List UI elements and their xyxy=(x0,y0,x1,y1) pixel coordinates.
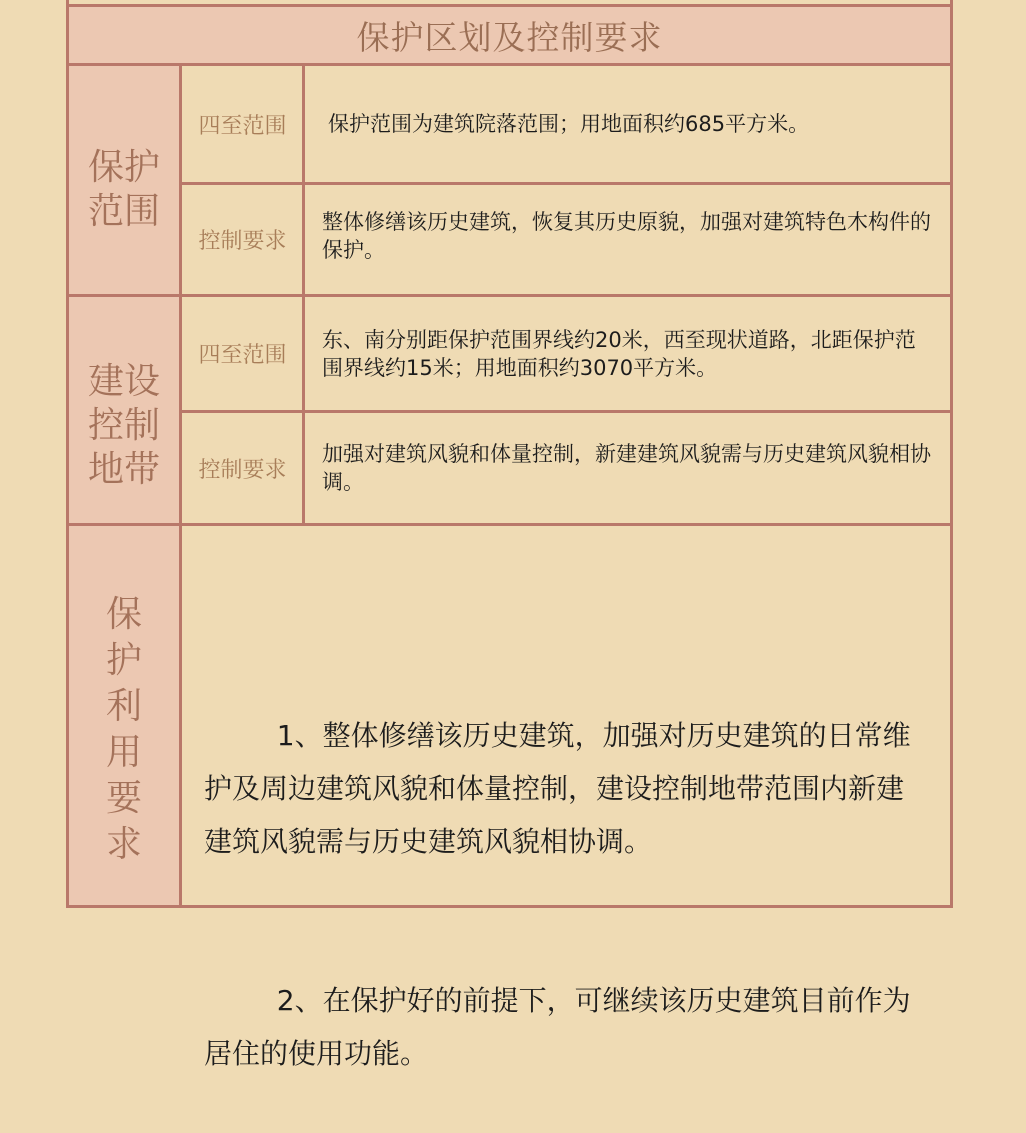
section-title-char: 利 xyxy=(105,686,142,727)
section-title-char: 保 xyxy=(105,594,142,635)
row-label: 四至范围 xyxy=(198,113,287,139)
section-title-char: 求 xyxy=(105,824,142,865)
section-divider-2 xyxy=(66,523,953,526)
section-title-protection xyxy=(69,146,179,234)
section-title-line: 保护 xyxy=(87,147,160,188)
paragraph: 1、整体修缮该历史建筑，加强对历史建筑的日常维护及周边建筑风貌和体量控制，建设控制地带范围内新建建筑风貌需与历史建筑风貌相协调。 xyxy=(204,719,911,858)
row-label: 控制要求 xyxy=(198,457,287,483)
section-title-construction xyxy=(69,360,179,492)
table-title: 保护区划及控制要求 xyxy=(69,7,950,63)
section-title-line: 建设 xyxy=(87,361,160,402)
paragraph: 2、在保护好的前提下，可继续该历史建筑目前作为居住的使用功能。 xyxy=(204,984,911,1070)
utilization-text xyxy=(204,603,924,1133)
section-title-char: 用 xyxy=(105,732,142,773)
section-title-char: 要 xyxy=(105,778,142,819)
section-title-line: 范围 xyxy=(87,191,160,232)
row-label: 控制要求 xyxy=(198,229,287,254)
section-title-line: 控制 xyxy=(87,405,160,446)
section-title-char: 护 xyxy=(105,640,142,681)
row-text: 整体修缮该历史建筑，恢复其历史原貌，加强对建筑特色木构件的保护。 xyxy=(322,210,931,262)
row-text: 保护范围为建筑院落范围；用地面积约685平方米。 xyxy=(328,112,810,136)
row-text: 东、南分别距保护范围界线约20米，西至现状道路，北距保护范围界线约15米；用地面积约3070平方米。 xyxy=(322,328,916,380)
row-label: 四至范围 xyxy=(198,343,287,368)
section-title-utilization xyxy=(69,592,179,868)
section-title-line: 地带 xyxy=(87,449,160,490)
row-text: 加强对建筑风貌和体量控制，新建建筑风貌需与历史建筑风貌相协调。 xyxy=(322,442,931,494)
